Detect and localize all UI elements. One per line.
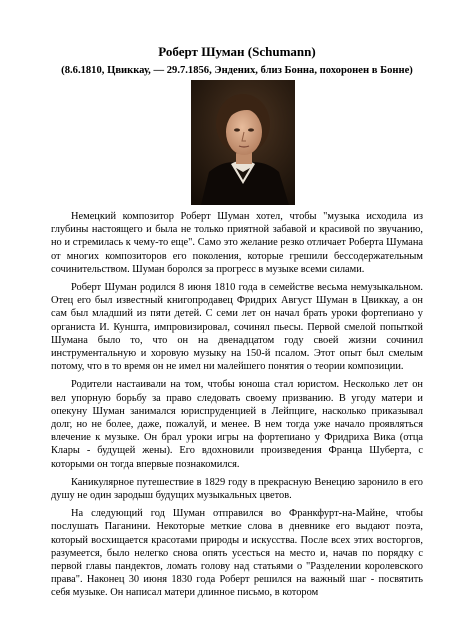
- article-body: [51, 210, 423, 605]
- paragraph: Роберт Шуман родился 8 июня 1810 года в семействе весьма немузыкальном. Отец его был известный книгопродавец Фридрих Август Шуман в Цвиккау, а он сам был младший из пяти детей. С семи лет он начал брать уроки фортепиано у органиста И. Кунштa, импровизировал, сочинял пьесы. Первой смелой попыткой Шумана было то, что он на двенадцатом году своей жизни сочинил инструментальную и хоровую музыку на 150-й псалом. Этот опыт был смелым потому, что в то время он не имел ни малейшего понятия о теории композиции.: [51, 282, 423, 373]
- paragraph: Немецкий композитор Роберт Шуман хотел, чтобы "музыка исходила из глубины настоящего и была не только приятной забавой и красивой по звучанию, но и стремилась к чему-то еще". Само это желание резко отличает Роберта Шумана от многих композиторов его поколения, которые грешили бессодержательным сочинительством. Шуман боролся за прогресс в музыке всеми силами.: [51, 211, 423, 275]
- portrait-image: [191, 80, 295, 205]
- paragraph: Каникулярное путешествие в 1829 году в прекрасную Венецию заронило в его душу не один зародыш будущих музыкальных цветов.: [51, 476, 423, 502]
- portrait-painting-icon: [191, 80, 295, 205]
- paragraph: Родители настаивали на том, чтобы юноша стал юристом. Несколько лет он вел упорную борьбу за право следовать своему призванию. В угоду матери и опекуну Шуман занимался юриспруденцией в Лейпциге, насколько приказывал долг, но не более, даже, пожалуй, и менее. В нем тогда уже начало проявляться влечение к музыке. Он брал уроки игры на фортепиано у Фридриха Вика (отца Клары - будущей жены). Его вдохновили произведения Франца Шуберта, с которыми он тогда впервые познакомился.: [51, 379, 423, 470]
- paragraph: На следующий год Шуман отправился во Франкфурт-на-Майне, чтобы послушать Паганини. Некоторые меткие слова в дневнике его выдают поэта, который восхищается красотами природы и искусства. После всех этих восторгов, разумеется, было нелегко снова опять усесться на место и, начав по порядку с первой главы пандектов, ломать голову над статьями о "Разделении королевского права". Наконец 30 июня 1830 года Роберт решился на важный шаг - посвятить себя музыке. Он написал матери длинное письмо, в котором: [51, 508, 423, 599]
- page-subtitle: (8.6.1810, Цвиккау, — 29.7.1856, Эндених, близ Бонна, похоронен в Бонне): [61, 65, 413, 76]
- page-title: Роберт Шуман (Schumann): [158, 44, 316, 59]
